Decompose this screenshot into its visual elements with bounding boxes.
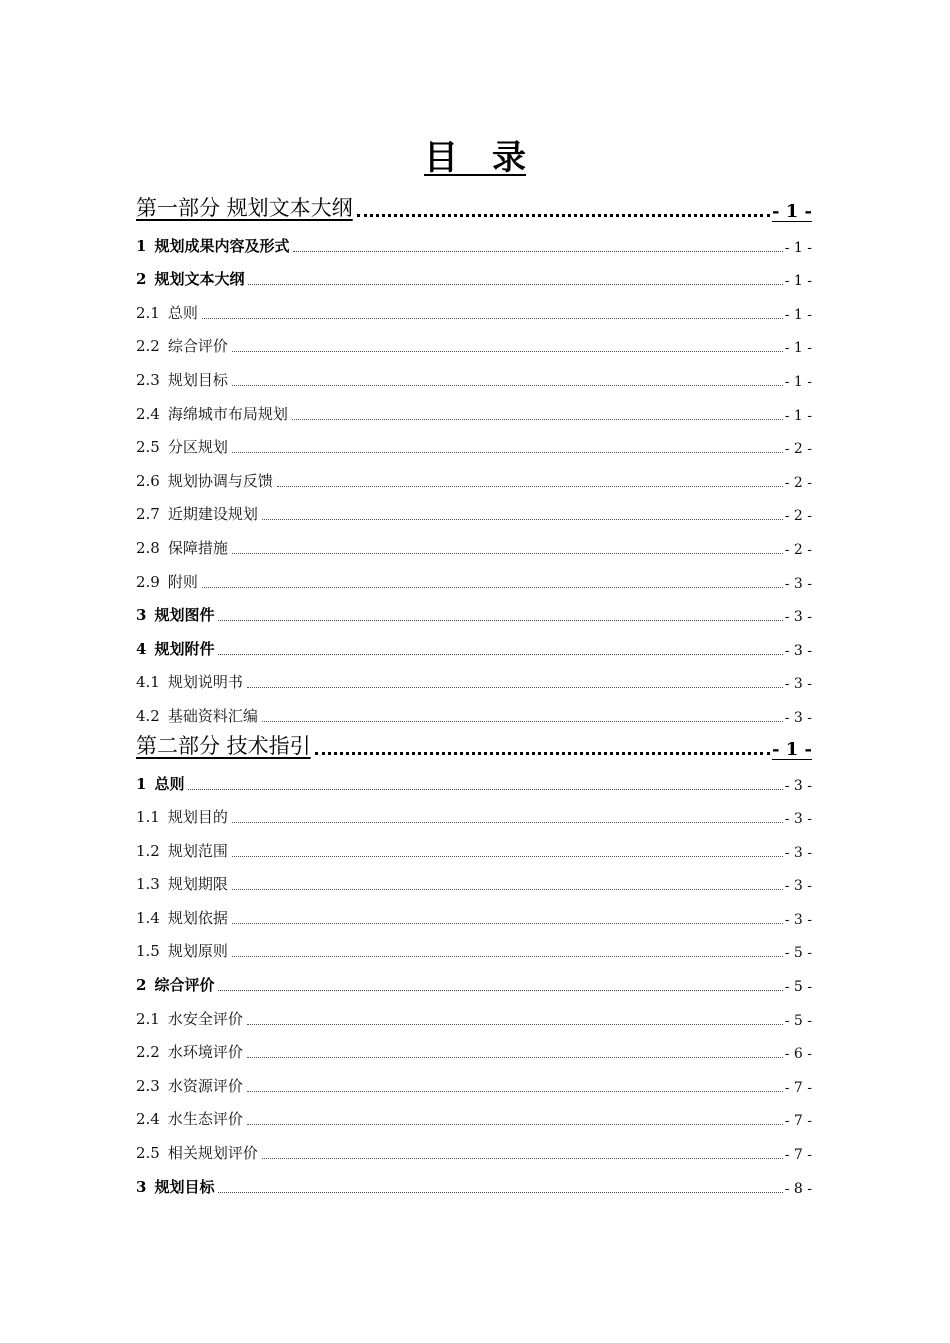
toc-entry-section[interactable] [136,659,812,693]
toc-entry-number: 2.8 [136,538,160,557]
toc-entry-section[interactable] [136,692,812,726]
toc-entry-page-number: - 1 - [772,201,812,222]
toc-entry-title: 规划图件 [154,606,215,625]
toc-entry-section[interactable] [136,1129,812,1163]
toc-entry-section[interactable] [136,995,812,1029]
toc-entry-page-number: - 3 - [784,609,812,626]
toc-dot-leader [292,418,783,420]
toc-entry-page-number: - 1 - [784,407,812,424]
toc-entry-section[interactable] [136,827,812,861]
toc-entry-number: 1.4 [136,908,160,927]
toc-entry-section[interactable] [136,457,812,491]
toc-entry-page-number: - 7 - [784,1113,812,1130]
toc-entry-title: 规划文本大纲 [154,270,245,289]
toc-entry-chapter[interactable] [136,760,812,794]
toc-entry-page-number: - 1 - [784,340,812,357]
toc-entry-section[interactable] [136,289,812,323]
toc-entry-title: 综合评价 [154,976,215,995]
toc-entry-title: 分区规划 [167,438,228,457]
toc-entry-section[interactable] [136,794,812,828]
toc-entry-title-wrap [136,302,198,323]
toc-entry-title: 规划目标 [167,370,228,389]
toc-entry-title-wrap [136,940,228,961]
toc-entry-title: 水资源评价 [167,1076,243,1095]
toc-entry-title-wrap [136,1075,243,1096]
toc-entry-number: 4 [136,639,147,658]
toc-entry-title-wrap [136,192,353,222]
toc-entry-title-wrap [136,470,273,491]
toc-entry-number: 2.2 [136,337,160,356]
toc-entry-page-number: - 3 - [784,811,812,828]
toc-entry-section[interactable] [136,323,812,357]
toc-entry-section[interactable] [136,491,812,525]
toc-entry-page-number: - 5 - [784,979,812,996]
toc-entry-number: 4.1 [136,673,160,692]
toc-entry-number: 4.2 [136,706,160,725]
toc-entry-title: 规划依据 [167,908,228,927]
toc-entry-page-number: - 1 - [784,273,812,290]
toc-entry-chapter[interactable] [136,961,812,995]
toc-dot-leader [247,686,783,688]
toc-dot-leader [218,619,782,621]
toc-entry-number: 2.4 [136,1110,160,1129]
toc-dot-leader [232,451,783,453]
toc-entry-page-number: - 8 - [784,1180,812,1197]
toc-entry-title: 水安全评价 [167,1009,243,1028]
toc-entry-title: 规划目标 [154,1177,215,1196]
toc-entry-number: 2 [136,270,147,289]
toc-entry-title: 第一部分 规划文本大纲 [136,196,353,220]
toc-entry-title: 第二部分 技术指引 [136,733,311,758]
toc-entry-title-wrap [136,335,228,356]
toc-entry-title-wrap [136,604,214,625]
toc-entry-page-number: - 5 - [784,945,812,962]
toc-entry-page-number: - 1 - [784,373,812,390]
toc-entry-title-wrap [136,907,228,928]
toc-entry-title: 规划说明书 [167,673,243,692]
toc-entry-title-wrap [136,730,311,760]
toc-entry-title-wrap [136,268,244,289]
toc-dot-leader [262,1157,783,1159]
toc-entry-title-wrap [136,1108,243,1129]
toc-dot-leader [232,855,783,857]
toc-entry-number: 1.3 [136,875,160,894]
toc-entry-title: 总则 [167,303,198,322]
toc-entry-page-number: - 2 - [784,508,812,525]
toc-entry-number: 2.3 [136,1076,160,1095]
toc-entry-page-number: - 1 - [784,306,812,323]
toc-entry-chapter[interactable] [136,1163,812,1197]
toc-entry-title: 水环境评价 [167,1043,243,1062]
table-of-contents [136,188,812,1197]
toc-entry-number: 3 [136,1177,147,1196]
toc-entry-number: 1 [136,236,147,255]
toc-entry-title-wrap [136,873,228,894]
toc-entry-chapter[interactable] [136,256,812,290]
toc-dot-leader [247,1023,783,1025]
toc-dot-leader [218,653,782,655]
toc-entry-title-wrap [136,806,228,827]
toc-entry-title-wrap [136,1142,258,1163]
toc-dot-leader [232,955,783,957]
toc-entry-title: 规划期限 [167,875,228,894]
toc-entry-title-wrap [136,571,198,592]
toc-entry-number: 2.6 [136,471,160,490]
toc-entry-title-wrap [136,537,228,558]
toc-entry-title-wrap [136,235,289,256]
toc-entry-title: 规划原则 [167,942,228,961]
toc-entry-page-number: - 1 - [784,239,812,256]
toc-entry-title: 规划附件 [154,639,215,658]
toc-entry-title: 相关规划评价 [167,1144,258,1163]
toc-dot-leader [188,788,782,790]
toc-dot-leader [232,821,783,823]
toc-entry-title: 总则 [154,774,185,793]
toc-entry-title-wrap [136,436,228,457]
toc-entry-page-number: - 3 - [784,709,812,726]
toc-entry-chapter[interactable] [136,625,812,659]
toc-dot-leader [262,720,783,722]
toc-entry-page-number: - 2 - [784,474,812,491]
toc-dot-leader [315,751,770,755]
toc-entry-page-number: - 3 - [784,911,812,928]
toc-dot-leader [232,922,783,924]
toc-entry-title: 规划范围 [167,841,228,860]
toc-entry-number: 2.3 [136,370,160,389]
toc-entry-title: 规划成果内容及形式 [154,236,290,255]
toc-entry-title-wrap [136,705,258,726]
toc-entry-part[interactable] [136,726,812,760]
toc-entry-title-wrap [136,369,228,390]
toc-entry-title-wrap [136,638,214,659]
toc-entry-title: 规划目的 [167,808,228,827]
toc-entry-title: 保障措施 [167,538,228,557]
toc-entry-number: 2.1 [136,1009,160,1028]
toc-entry-title-wrap [136,671,243,692]
toc-dot-leader [262,518,783,520]
toc-entry-number: 2.2 [136,1043,160,1062]
toc-entry-number: 2.7 [136,505,160,524]
toc-entry-section[interactable] [136,524,812,558]
toc-entry-title: 附则 [167,572,198,591]
toc-dot-leader [232,552,783,554]
toc-entry-title: 海绵城市布局规划 [167,404,288,423]
toc-entry-title: 综合评价 [167,337,228,356]
toc-entry-section[interactable] [136,424,812,458]
toc-dot-leader [247,1123,783,1125]
toc-entry-title: 近期建设规划 [167,505,258,524]
toc-entry-number: 2.5 [136,438,160,457]
toc-entry-title-wrap [136,1176,214,1197]
toc-dot-leader [247,1090,783,1092]
toc-entry-title-wrap [136,403,288,424]
toc-dot-leader [218,989,782,991]
toc-entry-chapter[interactable] [136,592,812,626]
toc-entry-title-wrap [136,503,258,524]
toc-entry-chapter[interactable] [136,222,812,256]
toc-entry-title-wrap [136,1008,243,1029]
toc-entry-section[interactable] [136,356,812,390]
toc-dot-leader [232,384,783,386]
toc-entry-page-number: - 6 - [784,1046,812,1063]
toc-entry-section[interactable] [136,1062,812,1096]
toc-entry-number: 2.1 [136,303,160,322]
toc-entry-section[interactable] [136,1096,812,1130]
toc-entry-number: 1 [136,774,147,793]
toc-entry-section[interactable] [136,861,812,895]
toc-entry-number: 2.9 [136,572,160,591]
toc-dot-leader [293,250,782,252]
toc-entry-page-number: - 2 - [784,541,812,558]
toc-entry-title-wrap [136,974,214,995]
toc-entry-part[interactable] [136,188,812,222]
toc-entry-section[interactable] [136,894,812,928]
toc-entry-page-number: - 7 - [784,1147,812,1164]
toc-dot-leader [202,586,783,588]
toc-entry-number: 1.5 [136,942,160,961]
toc-entry-title: 基础资料汇编 [167,706,258,725]
toc-entry-page-number: - 7 - [784,1079,812,1096]
toc-entry-section[interactable] [136,390,812,424]
toc-entry-page-number: - 3 - [784,777,812,794]
toc-dot-leader [277,485,783,487]
toc-entry-page-number: - 1 - [772,738,812,760]
toc-dot-leader [232,888,783,890]
toc-entry-page-number: - 3 - [784,878,812,895]
toc-entry-number: 1.2 [136,841,160,860]
toc-entry-number: 1.1 [136,808,160,827]
toc-heading-text: 目 录 [424,138,526,178]
toc-entry-page-number: - 5 - [784,1012,812,1029]
toc-dot-leader [357,213,770,217]
toc-entry-section[interactable] [136,558,812,592]
toc-entry-section[interactable] [136,1029,812,1063]
toc-entry-section[interactable] [136,928,812,962]
toc-entry-page-number: - 3 - [784,844,812,861]
toc-entry-page-number: - 3 - [784,676,812,693]
toc-entry-page-number: - 3 - [784,575,812,592]
toc-entry-number: 3 [136,606,147,625]
toc-entry-title: 水生态评价 [167,1110,243,1129]
toc-dot-leader [202,317,783,319]
toc-dot-leader [218,1191,782,1193]
toc-dot-leader [248,283,782,285]
toc-entry-page-number: - 3 - [784,642,812,659]
toc-entry-number: 2.4 [136,404,160,423]
toc-entry-number: 2.5 [136,1144,160,1163]
toc-dot-leader [232,350,783,352]
toc-entry-title-wrap [136,1041,243,1062]
toc-dot-leader [247,1056,783,1058]
toc-entry-title: 规划协调与反馈 [167,471,273,490]
toc-entry-title-wrap [136,840,228,861]
toc-heading [0,136,950,180]
toc-entry-page-number: - 2 - [784,441,812,458]
toc-entry-title-wrap [136,773,184,794]
toc-entry-number: 2 [136,976,147,995]
